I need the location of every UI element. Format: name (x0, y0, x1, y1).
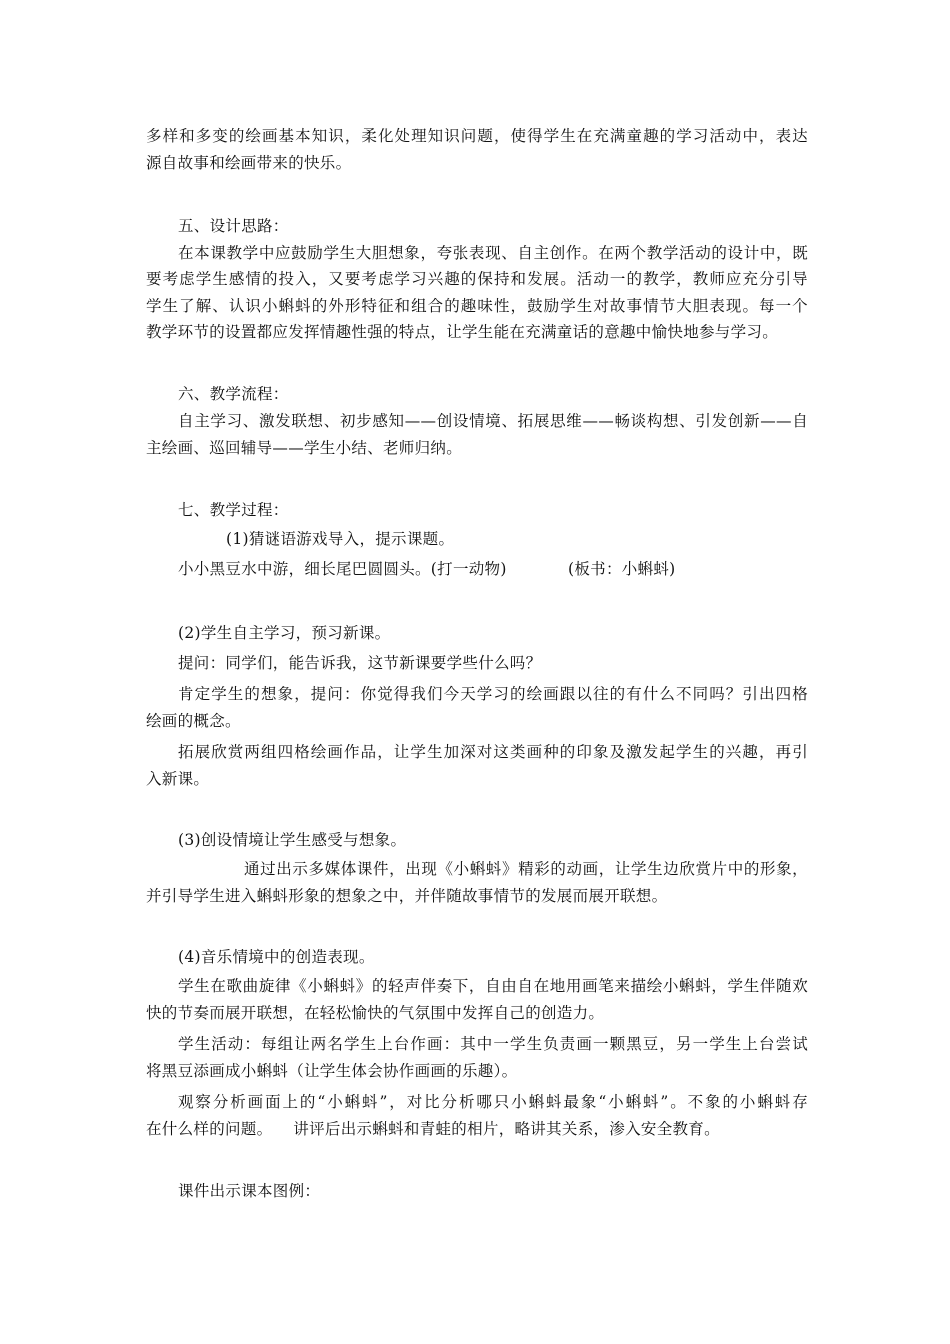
step-heading-1: (1)猜谜语游戏导入，提示课题。 (226, 530, 455, 548)
paragraph-line: 源自故事和绘画带来的快乐。 (146, 154, 352, 172)
paragraph-line: 在什么样的问题。 讲评后出示蝌蚪和青蛙的相片，略讲其关系，渗入安全教育。 (146, 1120, 720, 1138)
section-heading-7: 七、教学过程： (178, 501, 289, 519)
step-heading-2: (2)学生自主学习，预习新课。 (178, 624, 391, 642)
paragraph-line: 教学环节的设置都应发挥情趣性强的特点，让学生能在充满童话的意趣中愉快地参与学习。 (146, 323, 779, 341)
paragraph-line: 主绘画、巡回辅导——学生小结、老师归纳。 (146, 439, 463, 457)
paragraph-line: 学生活动：每组让两名学生上台作画：其中一学生负责画一颗黑豆，另一学生上台尝试 (178, 1035, 808, 1053)
section-heading-5: 五、设计思路： (178, 217, 289, 235)
paragraph-line: 肯定学生的想象，提问：你觉得我们今天学习的绘画跟以往的有什么不同吗？引出四格 (178, 685, 808, 703)
paragraph-line: 提问：同学们，能告诉我，这节新课要学些什么吗？ (178, 654, 542, 672)
riddle-text: 小小黑豆水中游，细长尾巴圆圆头。(打一动物) (178, 560, 507, 578)
paragraph-line: 拓展欣赏两组四格绘画作品，让学生加深对这类画种的印象及激发起学生的兴趣，再引 (178, 743, 808, 761)
paragraph-line: 将黑豆添画成小蝌蚪（让学生体会协作画画的乐趣）。 (146, 1062, 518, 1080)
paragraph-line: 多样和多变的绘画基本知识，柔化处理知识问题，使得学生在充满童趣的学习活动中，表达 (146, 127, 808, 145)
paragraph-line: 并引导学生进入蝌蚪形象的想象之中，并伴随故事情节的发展而展开联想。 (146, 887, 668, 905)
paragraph-line: 课件出示课本图例： (178, 1182, 321, 1200)
step-heading-4: (4)音乐情境中的创造表现。 (178, 948, 375, 966)
board-note: (板书：小蝌蚪) (568, 560, 676, 578)
step-heading-3: (3)创设情境让学生感受与想象。 (178, 831, 407, 849)
paragraph-line: 绘画的概念。 (146, 712, 241, 730)
section-heading-6: 六、教学流程： (178, 385, 289, 403)
paragraph-line: 自主学习、激发联想、初步感知——创设情境、拓展思维——畅谈构想、引发创新——自 (178, 412, 808, 430)
paragraph-line: 入新课。 (146, 770, 210, 788)
paragraph-line: 通过出示多媒体课件，出现《小蝌蚪》精彩的动画，让学生边欣赏片中的形象， (244, 860, 808, 878)
paragraph-line: 学生了解、认识小蝌蚪的外形特征和组合的趣味性，鼓励学生对故事情节大胆表现。每一个 (146, 297, 808, 315)
paragraph-line: 快的节奏而展开联想，在轻松愉快的气氛围中发挥自己的创造力。 (146, 1004, 605, 1022)
paragraph-line: 在本课教学中应鼓励学生大胆想象，夸张表现、自主创作。在两个教学活动的设计中，既 (178, 244, 808, 262)
paragraph-line: 要考虑学生感情的投入，又要考虑学习兴趣的保持和发展。活动一的教学，教师应充分引导 (146, 270, 808, 288)
paragraph-line: 观察分析画面上的“小蝌蚪”，对比分析哪只小蝌蚪最象“小蝌蚪”。不象的小蝌蚪存 (178, 1093, 808, 1111)
paragraph-line: 学生在歌曲旋律《小蝌蚪》的轻声伴奏下，自由自在地用画笔来描绘小蝌蚪，学生伴随欢 (178, 977, 808, 995)
